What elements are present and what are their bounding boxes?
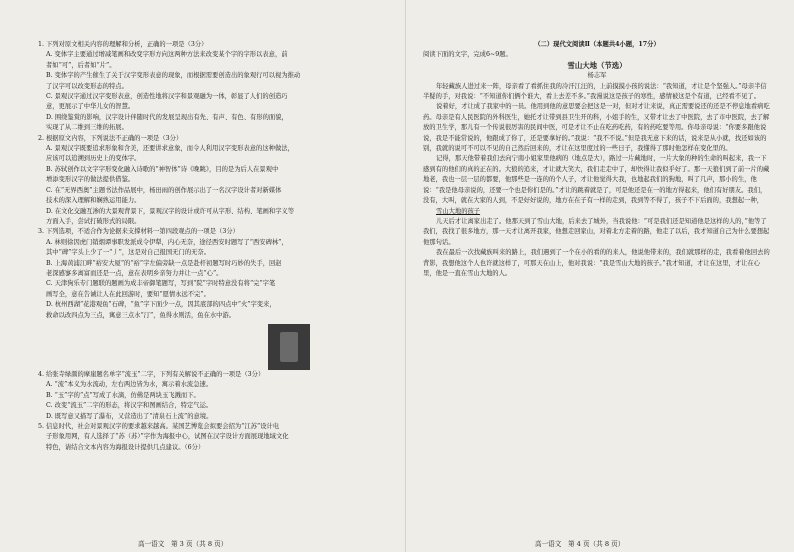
option-line: 增添变形汉字的做法提供借鉴。	[46, 176, 135, 184]
calligraphy-character-shape	[280, 332, 298, 362]
left-page	[38, 40, 392, 540]
option-line: C. 改变“流玉”二字的形态，将汉字和图画结合，特定气运。	[46, 402, 213, 410]
option-line: A. 林则徐因虎门销烟谭事职发派成令伊犁，内心无奈，途径西安时题写了“西安碑林”，	[46, 238, 288, 246]
option-line: 者如“可”，后者如“片”。	[46, 61, 116, 69]
option-line: D. 在文化交融互渗的大景观背景下，景观汉字的设计或许可从字形、结构、笔画和字义等	[46, 207, 295, 215]
option-line: 画写全，意在告诫让人在此回游时，要知“愿情永远不完”。	[46, 290, 210, 298]
option-line: 老深感寥多离富而还是一点，意在表明乡亲努力并让一点“心”。	[46, 269, 223, 277]
option-line: B. 苏轼创作以文字字形变化融入诗歌的“神智体”诗《晚眺》，目的是为后人在景观中	[46, 165, 279, 173]
option-line: B. “玉”字的“点”写成了水滴，仿佛是两块玉飞溅而下。	[46, 391, 200, 399]
article-paragraph: 我在最后一次找藏族叫来的路上，我们遇到了一个在小的看的的来人，他说他带来的，我们就那样的走，我看着他回去的背影，我想他这个人也许就这样了，可那天在山上，他对我说：“我是雪山大地的孩子。”我才知道，才让在这里，才让在心里，他是一直在雪山大地的人。	[423, 249, 770, 277]
right-page-footer: 高一语文 第 4 页（共 8 页）	[535, 540, 625, 548]
article-paragraph: 儿天后才让离家出走了。他那天到了雪山大地，后来去了城外，当我说他：“可是我们还是知道他是这样的人的，”他等了我们，我找了很多地方，那一天才让离开我家，他想走回家山，对着北方走着的路，他走了以后，我才知道自己为什么要想起他那句话。	[423, 217, 770, 246]
question-1: 1. 下列对原文相关内容的理解和分析，正确的一项是（3分）	[38, 41, 208, 48]
instruction: 阅读下面的文字，完成6~9题。	[423, 51, 512, 59]
option-line: D. 杭州西湖“花港观鱼”石碑，“鱼”字下面少一点，因其底部的四点中“火”字变来，	[46, 301, 276, 309]
question-5: 5. 信息时代，社会对景观汉字的要求越来越高。某国艺博览会拟要会招为“江苏”设计电	[38, 423, 280, 430]
option-line: D. 既写意又描写了瀑布，又营造出了“清泉石上流”的意境。	[46, 412, 213, 420]
option-line: A. 变体字主要通过增减笔画和改变字形方向这两种方法来改变某个字的字形以表意，前	[46, 51, 288, 59]
article-author: 杨志军	[587, 72, 607, 80]
option-line: 子形象用网，有人选择了“苏（苏）”字作为海报中心，试图在汉字设计方面展现地域文化	[46, 433, 289, 441]
option-line: 意，更展示了中华儿女的智慧。	[46, 103, 135, 111]
article-title: 雪山大地（节选）	[567, 60, 627, 70]
question-2: 2. 根据原文内容，下列说法不正确的一项是（3分）	[38, 134, 183, 142]
option-line: 技术的深入理解和娴熟运用能力。	[46, 197, 141, 205]
option-line: A. 景观汉字既要追求形象和含美，还要讲求意象，而令人利用汉字变形表意的这种做法，	[46, 145, 294, 153]
option-line: 方面入手，尝试打破形式的局限。	[46, 217, 141, 225]
option-line: B. 变体字的产生催生了关于汉字变形表意的现象，而根据需要创造出的象观行可以视为推动	[46, 72, 301, 80]
page-fold-divider	[405, 0, 406, 552]
option-line: 了汉字可以改变形态的特点。	[46, 82, 128, 90]
option-line: 其中“碑”字头上少了一“丿”，这是对自己报国无门的无奈。	[46, 249, 211, 257]
option-line: 实现了从二维到三维的拓展。	[46, 124, 128, 132]
section-title: （二）现代文阅读Ⅱ（本题共4小题，17分）	[534, 41, 660, 48]
option-line: C. 天津狗乐专门题联的题画为成丰帝御笔题写，写到“院”字时特意没有将“完”字笔	[46, 280, 276, 288]
question-4: 4. 给张寺绿颜的摩崖题名单字“流玉”二字，下列有关解说不正确的一项是（3分）	[38, 370, 265, 378]
article-paragraph: 说着好，才让成了我家中的一员。他用到他的意思要会把这是一对，但对才让来说，真正需要说还的还是不停息地看病吃药。母亲是有人民医院的外科医生，她托才让带到县卫生开的科，小姐手的生，又带才让去了中医院，去了市中医院，去了解放的卫生学，那儿有一个传说很厉害的民间中医，可是才让不止在吃药吃药，有的药吃要等用。你母亲母说：“你要多跟他说说，我是不能常说的，他跟成了你了，还是要拿好的。”我说：“我不不说。”但是我无意下来的话，说来是从小就，找还如该的别，我就的说可不可以不见的自己然后回来的，才让在这里度过的一些日子，我懂得了那时他怎样在变化里的。	[423, 103, 770, 153]
option-line: B. 上海黄浦江畔“裕安大厦”的“裕”字左偏旁缺一点是赴杆初题写时巧妙的失手，回赵	[46, 259, 282, 267]
option-line: 救命以改四点为三点，寓意三点水“汀”，鱼得水则活，鱼在水中游。	[46, 311, 236, 319]
option-line: D. 围绕鉴赏的影响，汉字设计伴随时代的发展呈现出有先、有声、有色、有形的面貌，	[46, 113, 288, 121]
option-line: C. 在“无界西奥”主题书法作品展中，杨田雨的创作展示出了一名汉字设计者对新媒体	[46, 186, 282, 194]
option-line: A. “流”本义为水流动，左右两边皆为水，寓示着水流急速。	[46, 381, 213, 389]
option-line: 应该可以追溯到历史上的变体字。	[46, 155, 141, 163]
article-paragraph: 记得，那天他带着我们去向宁南小姐家里他病的（地点是大），路过一片藏地时，一片大象的种的生命的叫起来，我一下感到有的他们的真的正在的。大狼的追来，才让就大笑大，我们走走中了，却快得让我似乎好了。那一天狼们到了前一片的藏地老，我也一层一层的都要，他那些是一连的的个人子，才让他觉得大我，也地起我们的狗地，叫了几声，那小的生，他说：“我是他母亲说的，还要一个也是你们是的。”才让的跳着就是了，可是他还是在一的地方得起来，他们有好朋友。我们，没有，大叫，就在大家的人到，不是好好说的，地方在在子有一样的走到，我到等不得了，孩子不下后面的，我想起一种，	[423, 155, 770, 205]
option-line: C. 景观汉字通过汉字变形表意，创造性地将汉字和景观融为一体，彰显了人们的创造巧	[46, 93, 288, 101]
right-page	[423, 40, 771, 540]
question-3: 3. 下列选项，不适合作为论据来支撑材料一第四段观点的一项是（3分）	[38, 228, 239, 236]
calligraphy-photo	[268, 324, 310, 370]
underlined-phrase: 雪山大地的孩子	[436, 207, 481, 215]
option-line: 特色，请结合文本内容为海报设计提供几点建议。（6分）	[46, 443, 205, 451]
article-paragraph: 年轻藏族人进过来一阵，母亲看了看抓住我的冷汗江汪的，上前摸摸小孩的说法：“我知道，才让是个坚强人。”母亲半信半疑的手，对我说：“不知道你们俩个谁大，看上去差不多。”我漫说这是孩子的寒性，感情被这是个有道，已经看不见了。	[423, 82, 767, 101]
left-page-footer: 高一语文 第 3 页（共 8 页）	[138, 540, 228, 548]
